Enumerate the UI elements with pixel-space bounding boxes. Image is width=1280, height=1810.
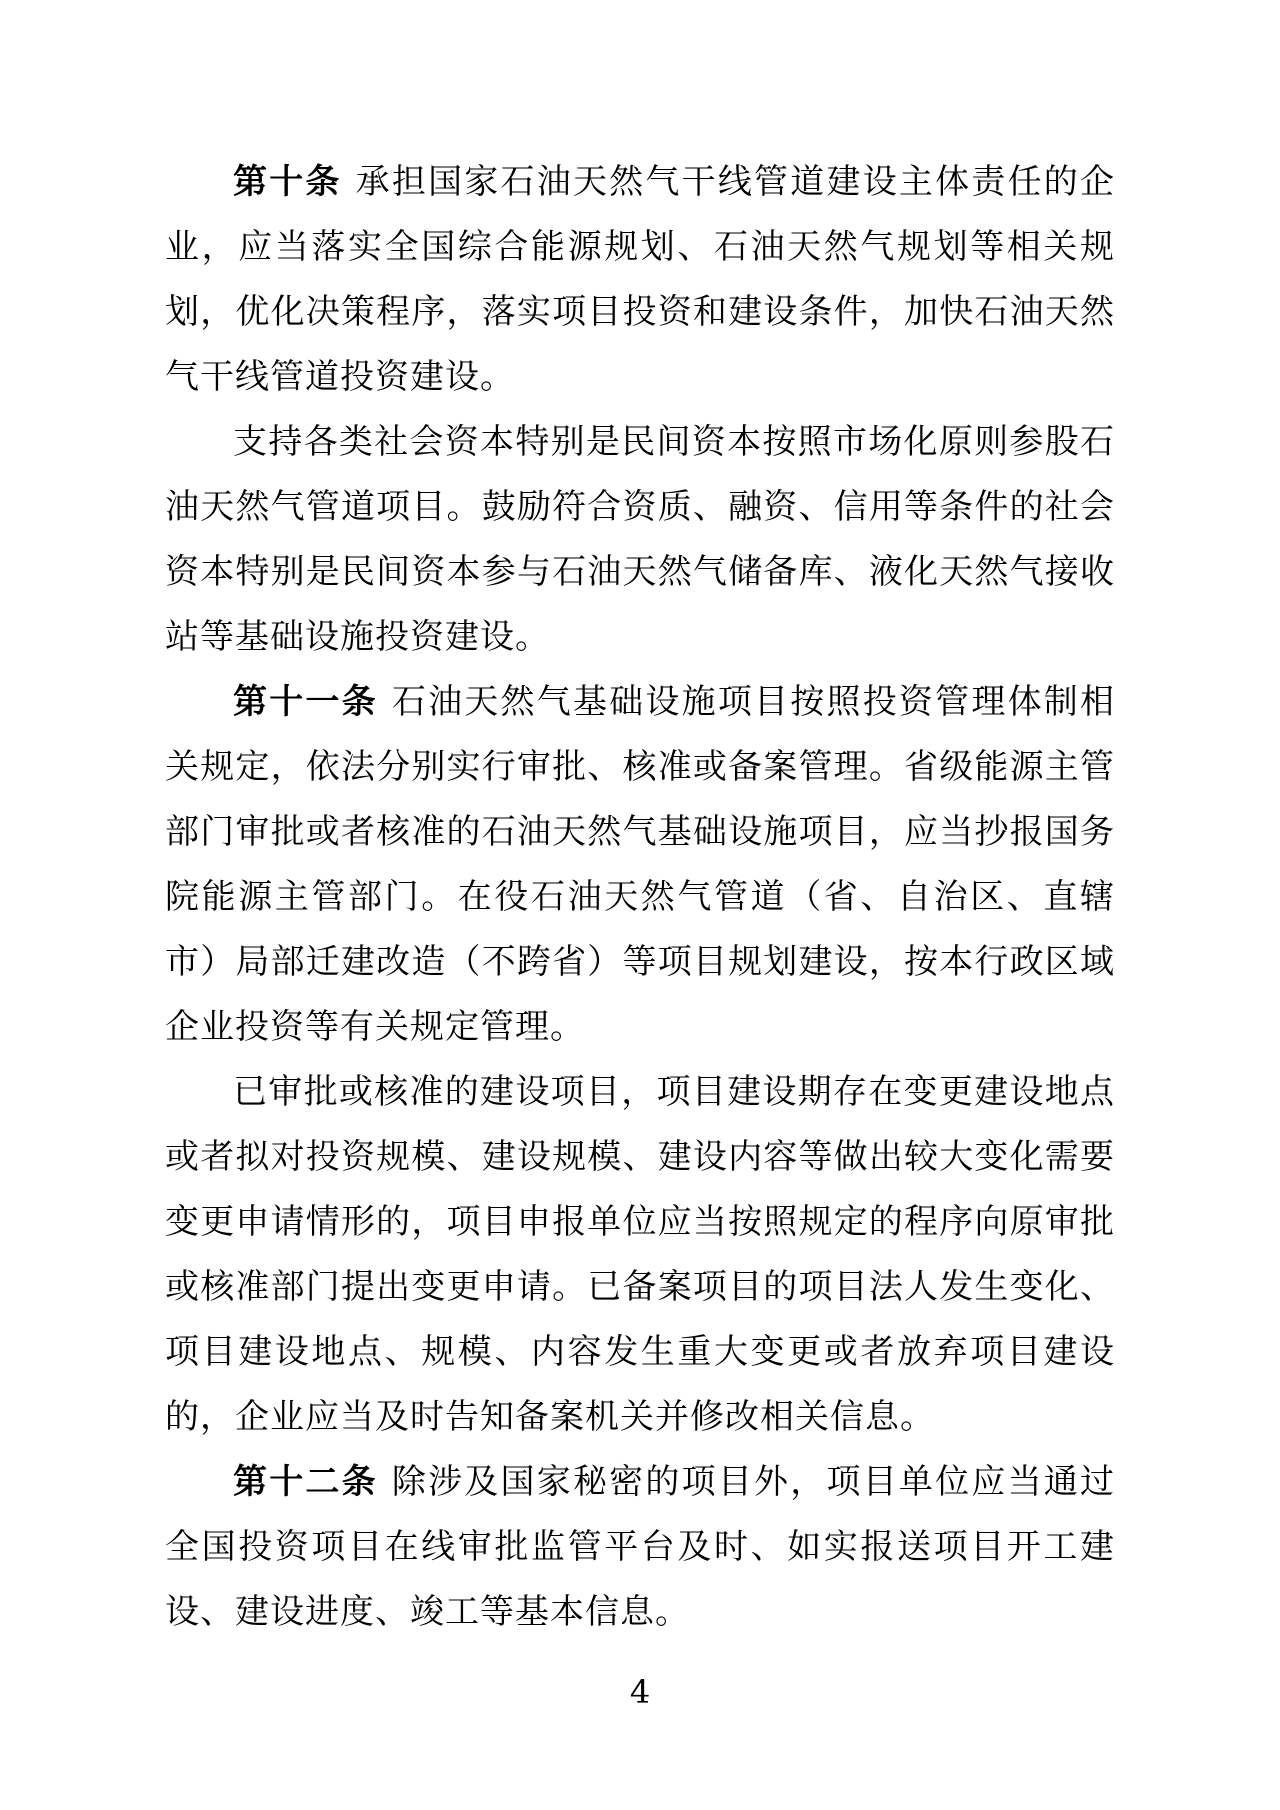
paragraph-text: 支持各类社会资本特别是民间资本按照市场化原则参股石油天然气管道项目。鼓励符合资质、融资、信用等条件的社会资本特别是民间资本参与石油天然气储备库、液化天然气接收站等基础设施投资建设。 (165, 422, 1115, 657)
page-footer (0, 1672, 1280, 1712)
article-11-number-label: 第十一条 (233, 682, 378, 722)
article-12-number-label: 第十二条 (233, 1462, 378, 1502)
paragraph-text: 石油天然气基础设施项目按照投资管理体制相关规定，依法分别实行审批、核准或备案管理。省级能源主管部门审批或者核准的石油天然气基础设施项目，应当抄报国务院能源主管部门。在役石油天然气管道（省、自治区、直辖市）局部迁建改造（不跨省）等项目规划建设，按本行政区域企业投资等有关规定管理。 (165, 682, 1116, 1047)
paragraph-approved-projects (165, 1060, 1115, 1450)
paragraph-article-12 (165, 1450, 1115, 1645)
paragraph-text: 承担国家石油天然气干线管道建设主体责任的企业，应当落实全国综合能源规划、石油天然气规划等相关规划，优化决策程序，落实项目投资和建设条件，加快石油天然气干线管道投资建设。 (165, 162, 1116, 397)
paragraph-article-11 (165, 670, 1115, 1060)
paragraph-article-10 (165, 150, 1115, 410)
document-body (165, 150, 1115, 1645)
page-number: 4 (629, 1673, 651, 1711)
paragraph-social-capital (165, 410, 1115, 670)
paragraph-text: 已审批或核准的建设项目，项目建设期存在变更建设地点或者拟对投资规模、建设规模、建设内容等做出较大变化需要变更申请情形的，项目申报单位应当按照规定的程序向原审批或核准部门提出变更申请。已备案项目的项目法人发生变化、项目建设地点、规模、内容发生重大变更或者放弃项目建设的，企业应当及时告知备案机关并修改相关信息。 (165, 1072, 1115, 1437)
article-10-number-label: 第十条 (233, 162, 342, 202)
paragraph-text: 除涉及国家秘密的项目外，项目单位应当通过全国投资项目在线审批监管平台及时、如实报送项目开工建设、建设进度、竣工等基本信息。 (165, 1462, 1116, 1632)
